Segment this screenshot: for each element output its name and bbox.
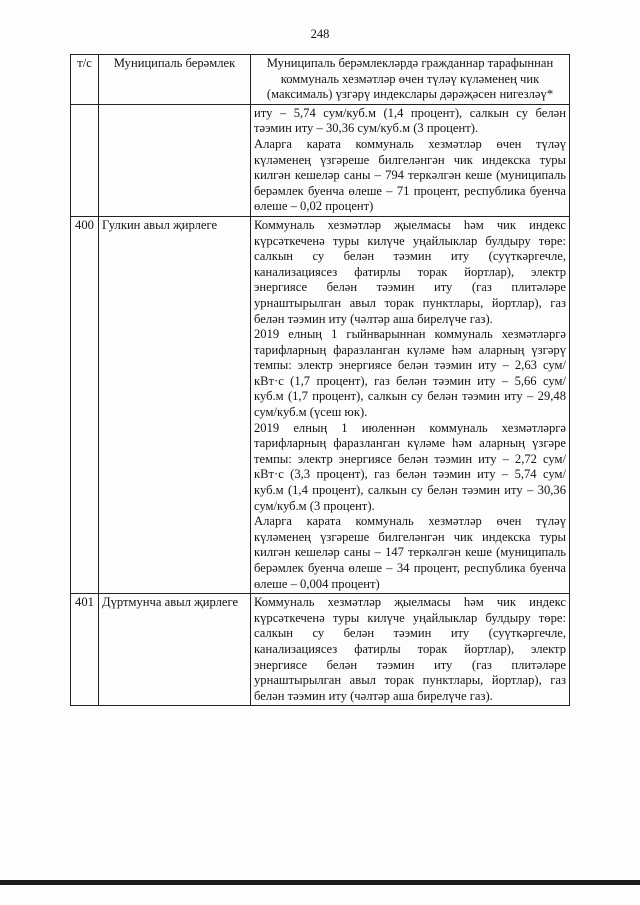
paragraph: Аларга карата коммуналь хезмәтләр өчен түләү күләменең үзгәреше билгеләнгән чик индекска туры килгән кешеләр саны – 147 теркәлгән кеше (муниципаль берәмлек буенча өлеше – 34 процент, республика буенча өлеше – 0,004 процент)	[254, 514, 566, 591]
paragraph: Аларга карата коммуналь хезмәтләр өчен түләү күләменең үзгәреше билгеләнгән чик индекска туры килгән кешеләр саны – 794 теркәлгән кеше (муниципаль берәмлек буенча өлеше – 71 процент, республика буенча өлеше – 0,02 процент)	[254, 136, 566, 214]
table-row	[71, 216, 570, 593]
paragraph: 2019 елның 1 июленнән коммуналь хезмәтләргә тарифларның фаразланган күләме һәм аларның үзгәре темпы: электр энергиясе белән тәэмин иту – 2,72 сум/кВт·с (3,3 процент), газ белән тәэмин иту – 5,74 сум/куб.м (1,4 процент), салкын су белән тәэмин иту – 30,36 сум/куб.м (3 процент).	[254, 420, 566, 513]
row-text-cell	[251, 104, 570, 216]
scan-edge-bar	[0, 880, 640, 885]
paragraph: иту – 5,74 сум/куб.м (1,4 процент), салкын су белән тәэмин иту – 30,36 сум/куб.м (3 процент).	[254, 105, 566, 136]
row-name-cell	[99, 104, 251, 216]
row-number-cell: 400	[71, 216, 99, 593]
paragraph: 2019 елның 1 гыйнварыннан коммуналь хезмәтләргә тарифларның фаразланган күләме һәм аларның үзгәрү темпы: электр энергиясе белән тәэмин иту – 2,63 сум/кВт·с (1,7 процент), газ белән тәэмин иту – 5,66 сум/куб.м (1,7 процент), салкын су белән тәэмин иту – 29,48 сум/куб.м (үсеш юк).	[254, 327, 566, 420]
row-name-cell: Гулкин авыл җирлеге	[99, 216, 251, 593]
table-row	[71, 104, 570, 216]
row-number-cell: 401	[71, 594, 99, 706]
table-header-row	[71, 55, 570, 105]
paragraph: Коммуналь хезмәтләр җыелмасы һәм чик индекс күрсәткеченә туры килүче уңайлыклар булдыру төре: салкын су белән тәэмин иту (суүткәргечле, канализациясез фатирлы торак йортлар), электр энергиясе белән тәэмин иту (газ плитәләре урнаштырылган авыл торак пунктлары, йортлар), газ белән тәэмин иту (чәлтәр аша бирелүче газ).	[254, 217, 566, 326]
row-text-cell	[251, 594, 570, 706]
row-number-cell	[71, 104, 99, 216]
header-municipality: Муниципаль берәмлек	[99, 55, 251, 105]
header-number: т/с	[71, 55, 99, 105]
page-number: 248	[310, 27, 330, 41]
paragraph: Коммуналь хезмәтләр җыелмасы һәм чик индекс күрсәткеченә туры килүче уңайлыклар булдыру төре: салкын су белән тәэмин иту (суүткәргечле, канализациясез фатирлы торак йортлар), электр энергиясе белән тәэмин иту (газ плитәләре урнаштырылган авыл торак пунктлары, йортлар), газ белән тәэмин иту (чәлтәр аша бирелүче газ).	[254, 595, 566, 703]
row-text-cell	[251, 216, 570, 593]
row-name-cell: Дүртмунча авыл җирлеге	[99, 594, 251, 706]
tariff-table	[70, 54, 570, 706]
header-justification: Муниципаль берәмлекләрдә гражданнар тарафыннан коммуналь хезмәтләр өчен түләү күләменең чик (максималь) үзгәрү индекслары дәрәҗәсен нигезләү*	[251, 55, 570, 105]
table-row	[71, 594, 570, 706]
